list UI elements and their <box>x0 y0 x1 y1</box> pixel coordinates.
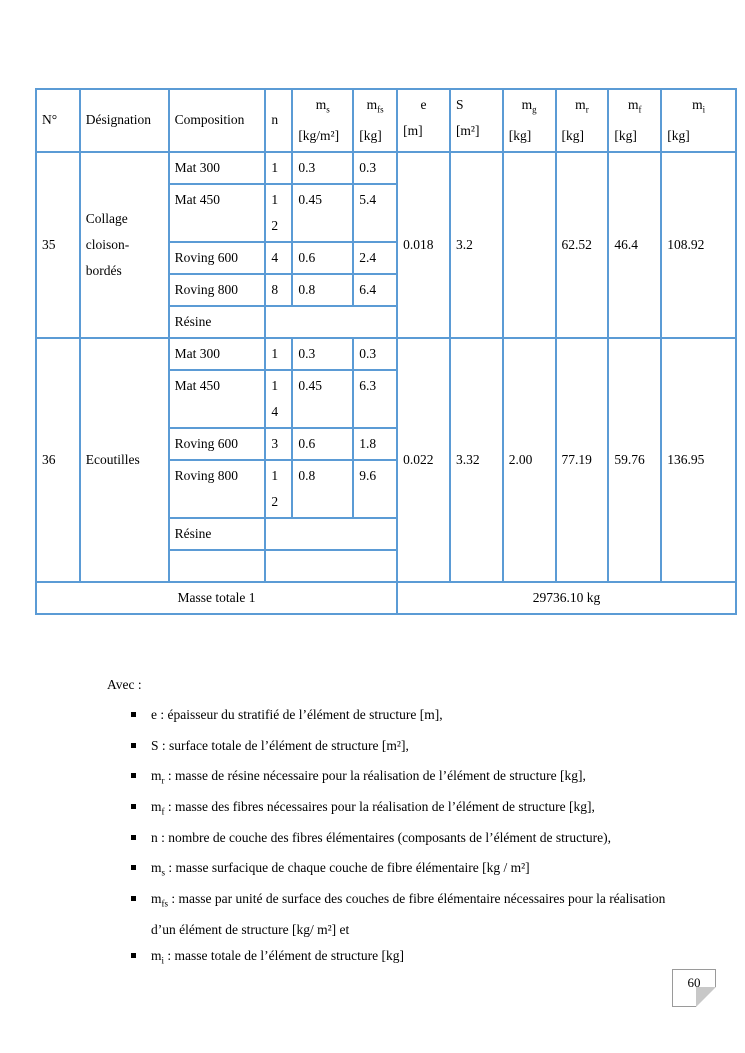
note-text: : masse surfacique de chaque couche de fibre élémentaire [kg / m²] <box>165 860 530 876</box>
header-mi-sym: m <box>692 97 703 112</box>
cell-e: 0.018 <box>397 152 450 338</box>
cell-composition: Mat 300 <box>169 152 266 184</box>
cell-num: 36 <box>36 338 80 582</box>
cell-mfs: 1.8 <box>353 428 397 460</box>
n-digit: 1 <box>271 191 279 207</box>
header-mg <box>503 89 556 152</box>
cell-mr: 62.52 <box>556 152 609 338</box>
note-text: n : nombre de couche des fibres élémentaires (composants de l’élément de structure), <box>151 829 611 845</box>
notes-intro: Avec : <box>107 677 142 692</box>
header-e <box>397 89 450 152</box>
header-S <box>450 89 503 152</box>
list-item <box>127 733 671 764</box>
cell-mfs: 0.3 <box>353 338 397 370</box>
header-S-sym: S <box>455 97 464 112</box>
page-number-text: 60 <box>687 975 701 990</box>
n-digit: 3 <box>271 435 279 451</box>
cell-mfs: 5.4 <box>353 184 397 242</box>
list-item <box>127 763 671 794</box>
cell-composition: Mat 300 <box>169 338 266 370</box>
n-digit: 4 <box>271 249 279 265</box>
header-mf-unit: [kg] <box>614 127 637 143</box>
header-e-sym: e <box>420 97 427 112</box>
composition-table <box>35 88 737 615</box>
cell-ms: 0.8 <box>292 274 353 306</box>
cell-mg: 2.00 <box>503 338 556 582</box>
n-digit: 1 <box>271 159 279 175</box>
cell-n <box>265 152 292 184</box>
cell-ms: 0.45 <box>292 184 353 242</box>
header-ms-sub: s <box>326 104 330 115</box>
cell-mfs: 6.3 <box>353 370 397 428</box>
cell-mf: 59.76 <box>608 338 661 582</box>
header-mf-sym: m <box>628 97 639 112</box>
total-value: 29736.10 kg <box>397 582 736 614</box>
cell-composition: Mat 450 <box>169 370 266 428</box>
cell-mfs: 9.6 <box>353 460 397 518</box>
header-e-unit: [m] <box>403 123 423 138</box>
header-S-unit: [m²] <box>455 123 480 138</box>
designation-line: bordés <box>85 262 122 278</box>
cell-n <box>265 370 292 428</box>
cell-empty <box>265 518 397 550</box>
note-text: : masse des fibres nécessaires pour la réalisation de l’élément de structure [kg], <box>164 799 595 815</box>
cell-e: 0.022 <box>397 338 450 582</box>
cell-composition: Mat 450 <box>169 184 266 242</box>
list-item <box>127 702 671 733</box>
total-row <box>36 582 736 614</box>
note-text: e : épaisseur du stratifié de l’élément de structure [m], <box>151 707 443 722</box>
header-ms <box>292 89 353 152</box>
header-mr-unit: [kg] <box>561 127 584 143</box>
note-sub: i <box>161 955 165 966</box>
header-mfs-sub: fs <box>377 104 384 115</box>
page-number <box>672 969 716 1007</box>
cell-mi: 108.92 <box>661 152 736 338</box>
total-label: Masse totale 1 <box>36 582 397 614</box>
note-sym: m <box>151 799 162 815</box>
notes-list <box>107 702 671 974</box>
n-digit: 2 <box>271 217 279 233</box>
cell-ms: 0.3 <box>292 338 353 370</box>
header-mf-sub: f <box>638 104 642 115</box>
cell-n <box>265 274 292 306</box>
header-n: n <box>265 89 292 152</box>
cell-ms: 0.6 <box>292 242 353 274</box>
header-mfs <box>353 89 397 152</box>
cell-composition: Roving 800 <box>169 274 266 306</box>
n-digit: 1 <box>271 345 279 361</box>
cell-mf: 46.4 <box>608 152 661 338</box>
table-row <box>36 338 736 370</box>
cell-ms: 0.8 <box>292 460 353 518</box>
cell-S: 3.32 <box>450 338 503 582</box>
note-sub: fs <box>161 898 169 909</box>
note-text: : masse totale de l’élément de structure [kg] <box>164 947 404 963</box>
cell-mg <box>503 152 556 338</box>
cell-composition: Résine <box>169 518 266 550</box>
n-digit: 1 <box>271 467 279 483</box>
note-sym: m <box>151 891 162 907</box>
page-curl-icon <box>696 987 716 1007</box>
header-mi-sub: i <box>702 104 706 115</box>
header-row <box>36 89 736 152</box>
cell-composition: Résine <box>169 306 266 338</box>
header-ms-unit: [kg/m²] <box>298 127 340 143</box>
cell-ms: 0.3 <box>292 152 353 184</box>
cell-mfs: 2.4 <box>353 242 397 274</box>
n-digit: 2 <box>271 493 279 509</box>
cell-empty <box>265 306 397 338</box>
n-digit: 8 <box>271 281 279 297</box>
cell-composition: Roving 800 <box>169 460 266 518</box>
note-text: : masse de résine nécessaire pour la réalisation de l’élément de structure [kg], <box>164 768 586 784</box>
cell-S: 3.2 <box>450 152 503 338</box>
header-mf <box>608 89 661 152</box>
cell-designation <box>80 152 169 338</box>
cell-designation: Ecoutilles <box>80 338 169 582</box>
cell-n <box>265 460 292 518</box>
n-digit: 4 <box>271 403 279 419</box>
table-row <box>36 152 736 184</box>
cell-composition: Roving 600 <box>169 242 266 274</box>
header-mr-sym: m <box>575 97 586 112</box>
cell-n <box>265 428 292 460</box>
header-ms-sym: m <box>315 97 327 112</box>
header-mfs-unit: [kg] <box>359 127 382 143</box>
note-sym: m <box>151 947 162 963</box>
list-item <box>127 886 671 943</box>
note-sub: s <box>161 868 166 879</box>
cell-n <box>265 338 292 370</box>
header-num: N° <box>36 89 80 152</box>
cell-mfs: 0.3 <box>353 152 397 184</box>
header-mg-sub: g <box>532 104 537 115</box>
header-mi <box>661 89 736 152</box>
cell-empty <box>265 550 397 582</box>
cell-n <box>265 242 292 274</box>
list-item <box>127 943 671 974</box>
note-sub: r <box>161 776 165 787</box>
note-text: : masse par unité de surface des couches de fibre élémentaire nécessaires pour la réalisation d’un élément de structure [kg/ m²] et <box>151 891 666 937</box>
legend-notes <box>107 677 671 974</box>
cell-composition: Roving 600 <box>169 428 266 460</box>
cell-num: 35 <box>36 152 80 338</box>
header-composition: Composition <box>169 89 266 152</box>
n-digit: 1 <box>271 377 279 393</box>
header-mg-sym: m <box>521 97 533 112</box>
header-mi-unit: [kg] <box>667 127 690 143</box>
note-sub: f <box>161 806 165 817</box>
list-item <box>127 794 671 825</box>
cell-empty <box>169 550 266 582</box>
note-sym: m <box>151 768 162 784</box>
cell-mi: 136.95 <box>661 338 736 582</box>
list-item <box>127 825 671 856</box>
note-text: S : surface totale de l’élément de structure [m²], <box>151 737 409 753</box>
designation-line: Collage <box>85 210 128 226</box>
list-item <box>127 855 671 886</box>
cell-ms: 0.45 <box>292 370 353 428</box>
cell-mr: 77.19 <box>556 338 609 582</box>
header-mg-unit: [kg] <box>508 127 532 143</box>
header-mfs-sym: m <box>366 97 378 112</box>
note-sym: m <box>151 860 162 876</box>
cell-n <box>265 184 292 242</box>
header-mr-sub: r <box>585 104 589 115</box>
header-designation: Désignation <box>80 89 169 152</box>
header-mr <box>556 89 609 152</box>
designation-line: cloison- <box>85 236 130 252</box>
cell-ms: 0.6 <box>292 428 353 460</box>
cell-mfs: 6.4 <box>353 274 397 306</box>
